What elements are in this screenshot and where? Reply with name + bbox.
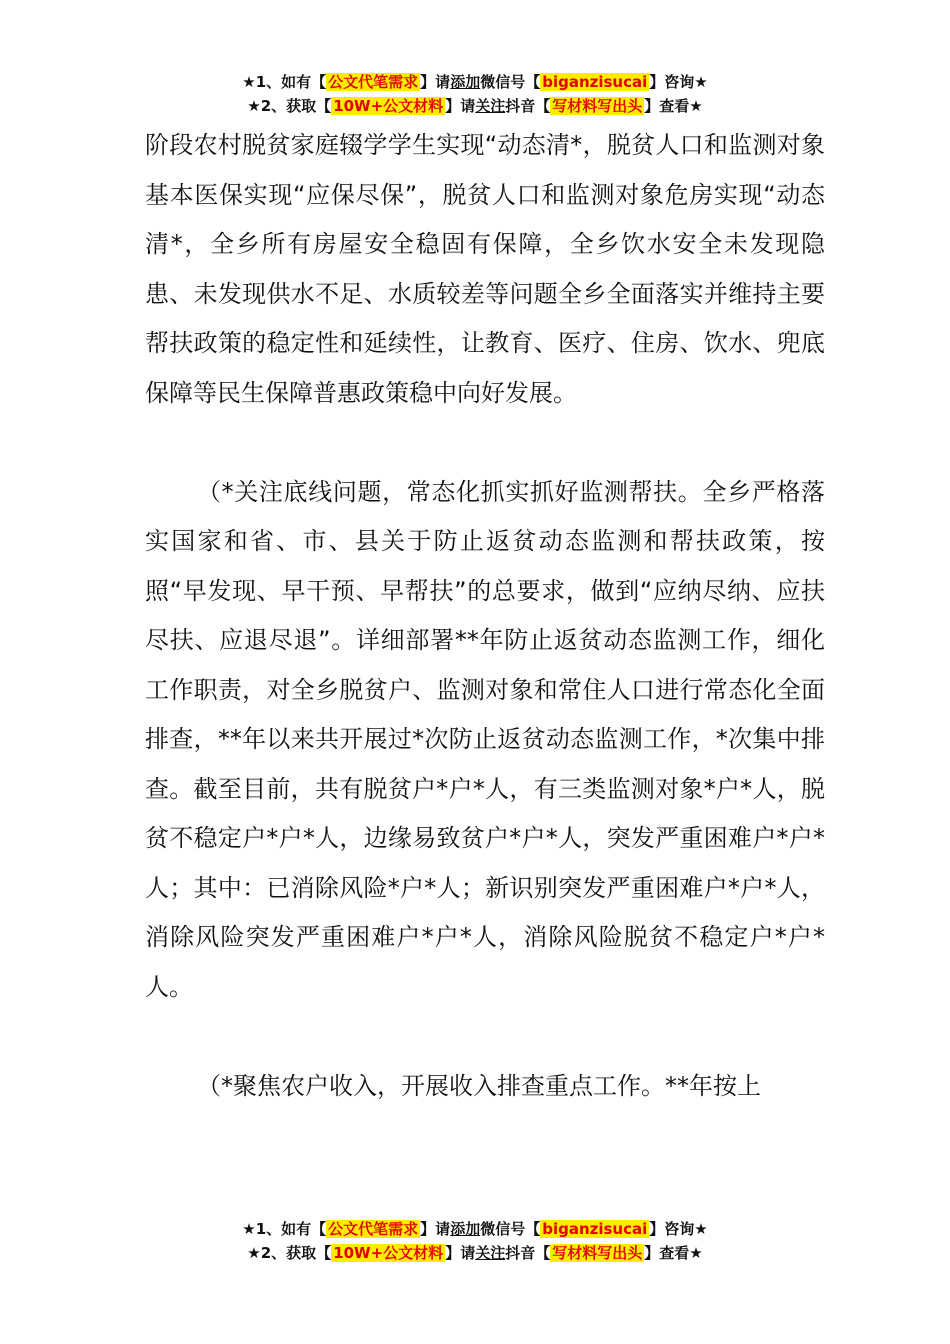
bottom-banner	[0, 1217, 950, 1265]
banner-underline: 关注	[475, 97, 506, 115]
banner-text: 】请	[445, 1244, 476, 1262]
banner-underline: 添加	[450, 1220, 481, 1238]
banner-text: 】查看★	[644, 1244, 703, 1262]
banner-highlight: 写材料写出头	[552, 1244, 643, 1262]
banner-highlight: 公文代笔需求	[328, 73, 419, 91]
banner-line-2	[0, 94, 950, 118]
banner-text: 】请	[445, 97, 476, 115]
banner-highlight: 10W+公文材料	[333, 97, 444, 115]
banner-text: 微信号【	[480, 1220, 541, 1238]
banner-highlight: 写材料写出头	[552, 97, 643, 115]
banner-text: ★1、如有【	[242, 73, 327, 91]
banner-text: 】咨询★	[649, 73, 708, 91]
banner-highlight: biganzisucai	[542, 1220, 648, 1238]
banner-highlight: 10W+公文材料	[333, 1244, 444, 1262]
top-banner	[0, 70, 950, 118]
banner-text: 抖音【	[505, 1244, 551, 1262]
banner-line-1	[0, 70, 950, 94]
paragraph-2: （*关注底线问题，常态化抓实抓好监测帮扶。全乡严格落实国家和省、市、县关于防止返贫动态监测和帮扶政策，按照“早发现、早干预、早帮扶”的总要求，做到“应纳尽纳、应扶尽扶、应退尽退”。详细部署**年防止返贫动态监测工作，细化工作职责，对全乡脱贫户、监测对象和常住人口进行常态化全面排查，**年以来共开展过*次防止返贫动态监测工作，*次集中排查。截至目前，共有脱贫户*户*人，有三类监测对象*户*人，脱贫不稳定户*户*人，边缘易致贫户*户*人，突发严重困难户*户*人；其中：已消除风险*户*人；新识别突发严重困难户*户*人，消除风险突发严重困难户*户*人，消除风险脱贫不稳定户*户*人。	[145, 477, 825, 1001]
paragraph-spacer	[145, 418, 825, 468]
banner-text: ★2、获取【	[247, 97, 332, 115]
banner-text: 】查看★	[644, 97, 703, 115]
paragraph-3: （*聚焦农户收入，开展收入排查重点工作。**年按上	[197, 1071, 761, 1100]
banner-text: 】请	[420, 73, 451, 91]
banner-text: ★1、如有【	[242, 1220, 327, 1238]
banner-line-1	[0, 1217, 950, 1241]
banner-text: ★2、获取【	[247, 1244, 332, 1262]
banner-line-2	[0, 1241, 950, 1265]
banner-highlight: biganzisucai	[542, 73, 648, 91]
banner-text: 】请	[420, 1220, 451, 1238]
banner-underline: 添加	[450, 73, 481, 91]
banner-text: 】咨询★	[649, 1220, 708, 1238]
banner-text: 微信号【	[480, 73, 541, 91]
banner-text: 抖音【	[505, 97, 551, 115]
paragraph-1: 阶段农村脱贫家庭辍学学生实现“动态清*，脱贫人口和监测对象基本医保实现“应保尽保”，脱贫人口和监测对象危房实现“动态清*，全乡所有房屋安全稳固有保障，全乡饮水安全未发现隐患、未发现供水不足、水质较差等问题全乡全面落实并维持主要帮扶政策的稳定性和延续性，让教育、医疗、住房、饮水、兜底保障等民生保障普惠政策稳中向好发展。	[145, 131, 825, 407]
banner-highlight: 公文代笔需求	[328, 1220, 419, 1238]
document-body	[145, 121, 825, 1111]
banner-underline: 关注	[475, 1244, 506, 1262]
paragraph-spacer	[145, 1012, 825, 1062]
